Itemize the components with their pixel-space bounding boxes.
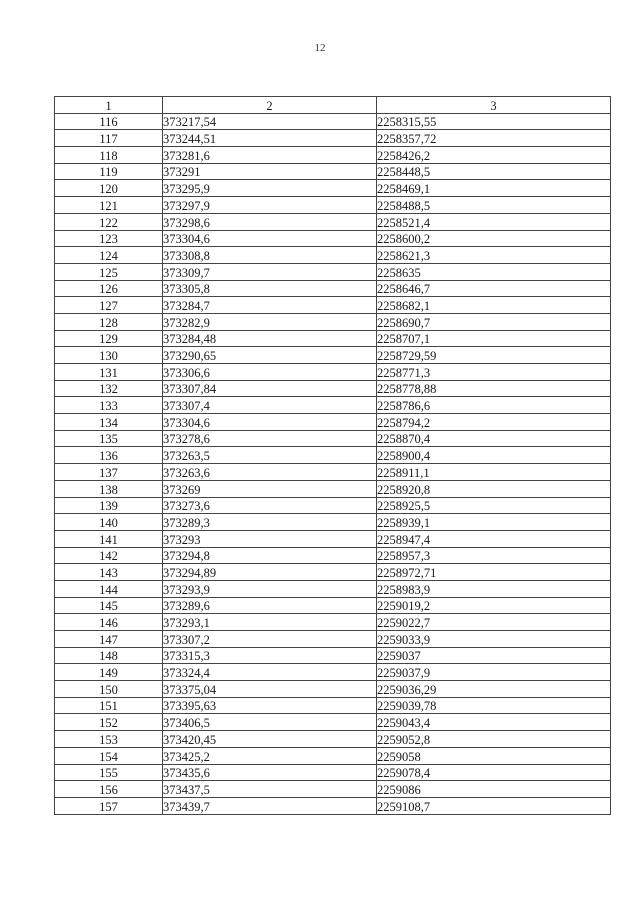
x-coordinate-cell: 373244,51 bbox=[163, 130, 377, 147]
point-number-cell: 117 bbox=[55, 130, 163, 147]
point-number-cell: 129 bbox=[55, 330, 163, 347]
point-number-cell: 151 bbox=[55, 697, 163, 714]
table-row bbox=[55, 547, 611, 564]
point-number-cell: 135 bbox=[55, 430, 163, 447]
x-coordinate-cell: 373263,6 bbox=[163, 464, 377, 481]
x-coordinate-cell: 373282,9 bbox=[163, 313, 377, 330]
point-number-cell: 138 bbox=[55, 480, 163, 497]
x-coordinate-cell: 373284,48 bbox=[163, 330, 377, 347]
point-number-cell: 147 bbox=[55, 631, 163, 648]
table-row bbox=[55, 681, 611, 698]
y-coordinate-cell: 2258957,3 bbox=[377, 547, 611, 564]
table-row bbox=[55, 781, 611, 798]
point-number-cell: 136 bbox=[55, 447, 163, 464]
x-coordinate-cell: 373324,4 bbox=[163, 664, 377, 681]
x-coordinate-cell: 373269 bbox=[163, 480, 377, 497]
x-coordinate-cell: 373307,2 bbox=[163, 631, 377, 648]
y-coordinate-cell: 2258357,72 bbox=[377, 130, 611, 147]
table-row bbox=[55, 247, 611, 264]
point-number-cell: 119 bbox=[55, 163, 163, 180]
y-coordinate-cell: 2258707,1 bbox=[377, 330, 611, 347]
point-number-cell: 121 bbox=[55, 197, 163, 214]
point-number-cell: 134 bbox=[55, 414, 163, 431]
table-row bbox=[55, 480, 611, 497]
y-coordinate-cell: 2258469,1 bbox=[377, 180, 611, 197]
y-coordinate-cell: 2259022,7 bbox=[377, 614, 611, 631]
y-coordinate-cell: 2258646,7 bbox=[377, 280, 611, 297]
x-coordinate-cell: 373281,6 bbox=[163, 147, 377, 164]
y-coordinate-cell: 2258947,4 bbox=[377, 530, 611, 547]
point-number-cell: 154 bbox=[55, 747, 163, 764]
table-row bbox=[55, 564, 611, 581]
point-number-cell: 145 bbox=[55, 597, 163, 614]
point-number-cell: 120 bbox=[55, 180, 163, 197]
y-coordinate-cell: 2258635 bbox=[377, 263, 611, 280]
table-row bbox=[55, 414, 611, 431]
point-number-cell: 137 bbox=[55, 464, 163, 481]
x-coordinate-cell: 373406,5 bbox=[163, 714, 377, 731]
table-row bbox=[55, 714, 611, 731]
table-row bbox=[55, 330, 611, 347]
x-coordinate-cell: 373290,65 bbox=[163, 347, 377, 364]
table-row bbox=[55, 447, 611, 464]
x-coordinate-cell: 373420,45 bbox=[163, 731, 377, 748]
y-coordinate-cell: 2259108,7 bbox=[377, 797, 611, 814]
y-coordinate-cell: 2258870,4 bbox=[377, 430, 611, 447]
table-row bbox=[55, 614, 611, 631]
table-row bbox=[55, 213, 611, 230]
point-number-cell: 123 bbox=[55, 230, 163, 247]
x-coordinate-cell: 373395,63 bbox=[163, 697, 377, 714]
table-row bbox=[55, 180, 611, 197]
y-coordinate-cell: 2259058 bbox=[377, 747, 611, 764]
y-coordinate-cell: 2258794,2 bbox=[377, 414, 611, 431]
point-number-cell: 150 bbox=[55, 681, 163, 698]
point-number-cell: 124 bbox=[55, 247, 163, 264]
table-row bbox=[55, 397, 611, 414]
table-row bbox=[55, 697, 611, 714]
y-coordinate-cell: 2258900,4 bbox=[377, 447, 611, 464]
point-number-cell: 144 bbox=[55, 580, 163, 597]
table-header-row bbox=[55, 97, 611, 114]
x-coordinate-cell: 373304,6 bbox=[163, 414, 377, 431]
table-row bbox=[55, 380, 611, 397]
y-coordinate-cell: 2258448,5 bbox=[377, 163, 611, 180]
point-number-cell: 143 bbox=[55, 564, 163, 581]
table-row bbox=[55, 197, 611, 214]
y-coordinate-cell: 2258911,1 bbox=[377, 464, 611, 481]
table-row bbox=[55, 514, 611, 531]
y-coordinate-cell: 2258600,2 bbox=[377, 230, 611, 247]
column-header-1: 1 bbox=[55, 97, 163, 114]
x-coordinate-cell: 373298,6 bbox=[163, 213, 377, 230]
y-coordinate-cell: 2258778,88 bbox=[377, 380, 611, 397]
point-number-cell: 126 bbox=[55, 280, 163, 297]
x-coordinate-cell: 373217,54 bbox=[163, 113, 377, 130]
point-number-cell: 152 bbox=[55, 714, 163, 731]
x-coordinate-cell: 373263,5 bbox=[163, 447, 377, 464]
y-coordinate-cell: 2258939,1 bbox=[377, 514, 611, 531]
point-number-cell: 156 bbox=[55, 781, 163, 798]
column-header-2: 2 bbox=[163, 97, 377, 114]
x-coordinate-cell: 373305,8 bbox=[163, 280, 377, 297]
table-row bbox=[55, 347, 611, 364]
point-number-cell: 118 bbox=[55, 147, 163, 164]
y-coordinate-cell: 2258925,5 bbox=[377, 497, 611, 514]
point-number-cell: 128 bbox=[55, 313, 163, 330]
x-coordinate-cell: 373304,6 bbox=[163, 230, 377, 247]
table-row bbox=[55, 263, 611, 280]
point-number-cell: 116 bbox=[55, 113, 163, 130]
point-number-cell: 125 bbox=[55, 263, 163, 280]
table-row bbox=[55, 497, 611, 514]
table-row bbox=[55, 797, 611, 814]
point-number-cell: 141 bbox=[55, 530, 163, 547]
x-coordinate-cell: 373294,8 bbox=[163, 547, 377, 564]
x-coordinate-cell: 373295,9 bbox=[163, 180, 377, 197]
table-row bbox=[55, 530, 611, 547]
table-row bbox=[55, 147, 611, 164]
point-number-cell: 132 bbox=[55, 380, 163, 397]
table-row bbox=[55, 747, 611, 764]
point-number-cell: 131 bbox=[55, 364, 163, 381]
column-header-3: 3 bbox=[377, 97, 611, 114]
y-coordinate-cell: 2258621,3 bbox=[377, 247, 611, 264]
point-number-cell: 146 bbox=[55, 614, 163, 631]
point-number-cell: 140 bbox=[55, 514, 163, 531]
table-row bbox=[55, 664, 611, 681]
y-coordinate-cell: 2258983,9 bbox=[377, 580, 611, 597]
point-number-cell: 142 bbox=[55, 547, 163, 564]
x-coordinate-cell: 373437,5 bbox=[163, 781, 377, 798]
table-row bbox=[55, 631, 611, 648]
table-row bbox=[55, 430, 611, 447]
y-coordinate-cell: 2258920,8 bbox=[377, 480, 611, 497]
point-number-cell: 148 bbox=[55, 647, 163, 664]
x-coordinate-cell: 373307,4 bbox=[163, 397, 377, 414]
y-coordinate-cell: 2258488,5 bbox=[377, 197, 611, 214]
x-coordinate-cell: 373309,7 bbox=[163, 263, 377, 280]
table-row bbox=[55, 764, 611, 781]
coordinates-table bbox=[54, 96, 611, 815]
table-row bbox=[55, 597, 611, 614]
x-coordinate-cell: 373289,6 bbox=[163, 597, 377, 614]
y-coordinate-cell: 2258315,55 bbox=[377, 113, 611, 130]
y-coordinate-cell: 2259052,8 bbox=[377, 731, 611, 748]
table-row bbox=[55, 731, 611, 748]
y-coordinate-cell: 2259033,9 bbox=[377, 631, 611, 648]
x-coordinate-cell: 373293,9 bbox=[163, 580, 377, 597]
point-number-cell: 155 bbox=[55, 764, 163, 781]
y-coordinate-cell: 2259036,29 bbox=[377, 681, 611, 698]
x-coordinate-cell: 373297,9 bbox=[163, 197, 377, 214]
x-coordinate-cell: 373425,2 bbox=[163, 747, 377, 764]
point-number-cell: 127 bbox=[55, 297, 163, 314]
table-row bbox=[55, 113, 611, 130]
x-coordinate-cell: 373315,3 bbox=[163, 647, 377, 664]
table-row bbox=[55, 364, 611, 381]
table-row bbox=[55, 280, 611, 297]
table-row bbox=[55, 230, 611, 247]
x-coordinate-cell: 373291 bbox=[163, 163, 377, 180]
x-coordinate-cell: 373375,04 bbox=[163, 681, 377, 698]
y-coordinate-cell: 2258426,2 bbox=[377, 147, 611, 164]
x-coordinate-cell: 373307,84 bbox=[163, 380, 377, 397]
y-coordinate-cell: 2258972,71 bbox=[377, 564, 611, 581]
x-coordinate-cell: 373294,89 bbox=[163, 564, 377, 581]
x-coordinate-cell: 373439,7 bbox=[163, 797, 377, 814]
table-row bbox=[55, 297, 611, 314]
table-body bbox=[55, 113, 611, 814]
point-number-cell: 122 bbox=[55, 213, 163, 230]
y-coordinate-cell: 2259043,4 bbox=[377, 714, 611, 731]
y-coordinate-cell: 2258729,59 bbox=[377, 347, 611, 364]
x-coordinate-cell: 373435,6 bbox=[163, 764, 377, 781]
point-number-cell: 149 bbox=[55, 664, 163, 681]
y-coordinate-cell: 2259037,9 bbox=[377, 664, 611, 681]
y-coordinate-cell: 2258521,4 bbox=[377, 213, 611, 230]
y-coordinate-cell: 2258682,1 bbox=[377, 297, 611, 314]
y-coordinate-cell: 2259039,78 bbox=[377, 697, 611, 714]
y-coordinate-cell: 2259078,4 bbox=[377, 764, 611, 781]
point-number-cell: 133 bbox=[55, 397, 163, 414]
y-coordinate-cell: 2259037 bbox=[377, 647, 611, 664]
table-row bbox=[55, 313, 611, 330]
x-coordinate-cell: 373306,6 bbox=[163, 364, 377, 381]
x-coordinate-cell: 373293 bbox=[163, 530, 377, 547]
x-coordinate-cell: 373289,3 bbox=[163, 514, 377, 531]
y-coordinate-cell: 2259019,2 bbox=[377, 597, 611, 614]
y-coordinate-cell: 2259086 bbox=[377, 781, 611, 798]
y-coordinate-cell: 2258771,3 bbox=[377, 364, 611, 381]
page-number: 12 bbox=[314, 42, 326, 54]
table-row bbox=[55, 163, 611, 180]
point-number-cell: 130 bbox=[55, 347, 163, 364]
x-coordinate-cell: 373278,6 bbox=[163, 430, 377, 447]
table-row bbox=[55, 647, 611, 664]
point-number-cell: 153 bbox=[55, 731, 163, 748]
x-coordinate-cell: 373293,1 bbox=[163, 614, 377, 631]
table-row bbox=[55, 130, 611, 147]
point-number-cell: 157 bbox=[55, 797, 163, 814]
table-row bbox=[55, 464, 611, 481]
x-coordinate-cell: 373273,6 bbox=[163, 497, 377, 514]
point-number-cell: 139 bbox=[55, 497, 163, 514]
table-row bbox=[55, 580, 611, 597]
x-coordinate-cell: 373284,7 bbox=[163, 297, 377, 314]
x-coordinate-cell: 373308,8 bbox=[163, 247, 377, 264]
y-coordinate-cell: 2258690,7 bbox=[377, 313, 611, 330]
y-coordinate-cell: 2258786,6 bbox=[377, 397, 611, 414]
